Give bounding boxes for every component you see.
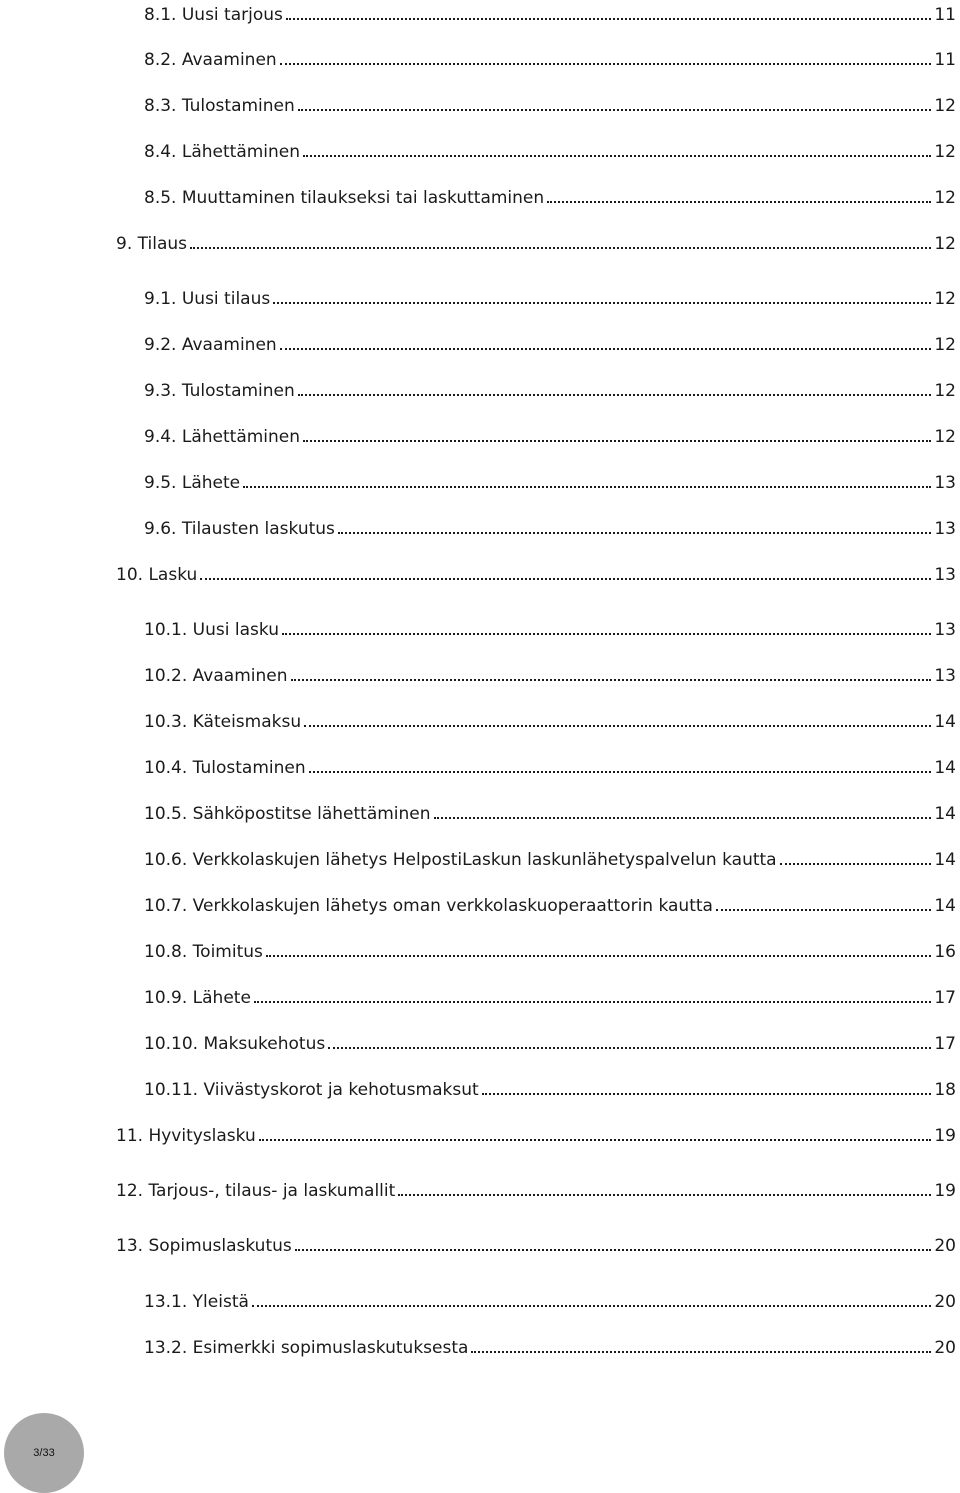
dot-leader — [338, 532, 931, 534]
toc-entry-label: Käteismaksu — [192, 712, 302, 732]
toc-entry-10-2[interactable] — [144, 660, 956, 686]
dot-leader — [252, 1305, 931, 1307]
dot-leader — [243, 486, 931, 488]
toc-entry-number: 10.5. — [144, 804, 188, 824]
toc-entry-9-3[interactable] — [144, 375, 956, 401]
toc-entry-page: 13 — [934, 519, 956, 539]
toc-entry-page: 14 — [934, 712, 956, 732]
toc-entry-page: 13 — [934, 620, 956, 640]
toc-entry-number: 8.5. — [144, 188, 177, 208]
toc-entry-number: 10.2. — [144, 666, 188, 686]
toc-entry-label: Tarjous-, tilaus- ja laskumallit — [148, 1181, 396, 1201]
dot-leader — [298, 394, 932, 396]
toc-entry-number: 9.2. — [144, 335, 177, 355]
dot-leader — [286, 18, 931, 20]
toc-entry-12[interactable] — [116, 1175, 956, 1201]
toc-entry-title — [116, 565, 197, 585]
toc-entry-9-2[interactable] — [144, 329, 956, 355]
toc-entry-page: 13 — [934, 666, 956, 686]
toc-entry-13-2[interactable] — [144, 1332, 956, 1358]
toc-entry-title — [144, 666, 288, 686]
toc-entry-page: 11 — [934, 5, 956, 25]
toc-entry-page: 14 — [934, 850, 956, 870]
toc-entry-13[interactable] — [116, 1230, 956, 1256]
toc-entry-label: Esimerkki sopimuslaskutuksesta — [192, 1338, 469, 1358]
toc-entry-title — [144, 620, 279, 640]
toc-entry-label: Lähete — [181, 473, 241, 493]
toc-entry-page: 14 — [934, 758, 956, 778]
toc-entry-number: 10.4. — [144, 758, 188, 778]
dot-leader — [303, 440, 931, 442]
toc-entry-title — [144, 1338, 468, 1358]
dot-leader — [254, 1001, 931, 1003]
toc-entry-label: Avaaminen — [192, 666, 288, 686]
toc-entry-number: 12. — [116, 1181, 144, 1201]
toc-entry-page: 12 — [934, 335, 956, 355]
toc-entry-page: 19 — [934, 1181, 956, 1201]
toc-entry-label: Yleistä — [192, 1292, 249, 1312]
toc-entry-title — [144, 758, 306, 778]
dot-leader — [471, 1351, 931, 1353]
toc-entry-10-4[interactable] — [144, 752, 956, 778]
toc-entry-page: 12 — [934, 142, 956, 162]
toc-entry-label: Lähettäminen — [181, 142, 301, 162]
toc-entry-label: Maksukehotus — [203, 1034, 326, 1054]
dot-leader — [398, 1194, 931, 1196]
toc-entry-label: Muuttaminen tilaukseksi tai laskuttaminen — [181, 188, 545, 208]
dot-leader — [434, 817, 932, 819]
toc-entry-number: 10.8. — [144, 942, 188, 962]
toc-entry-page: 14 — [934, 804, 956, 824]
dot-leader — [482, 1093, 932, 1095]
toc-entry-10-8[interactable] — [144, 936, 956, 962]
dot-leader — [280, 348, 932, 350]
toc-entry-8-5[interactable] — [144, 182, 956, 208]
toc-entry-label: Tulostaminen — [181, 96, 295, 116]
dot-leader — [303, 155, 931, 157]
toc-entry-label: Sähköpostitse lähettäminen — [192, 804, 431, 824]
toc-entry-8-4[interactable] — [144, 136, 956, 162]
toc-entry-number: 9.1. — [144, 289, 177, 309]
toc-entry-number: 9. — [116, 234, 133, 254]
toc-entry-title — [144, 804, 431, 824]
dot-leader — [282, 633, 931, 635]
toc-entry-number: 11. — [116, 1126, 144, 1146]
dot-leader — [280, 63, 932, 65]
toc-entry-title — [144, 473, 240, 493]
toc-entry-number: 13. — [116, 1236, 144, 1256]
toc-entry-10-1[interactable] — [144, 614, 956, 640]
toc-entry-label: Avaaminen — [181, 50, 277, 70]
toc-entry-page: 12 — [934, 188, 956, 208]
toc-entry-title — [116, 234, 187, 254]
toc-entry-number: 8.1. — [144, 5, 177, 25]
toc-entry-title — [144, 335, 277, 355]
toc-entry-title — [144, 188, 544, 208]
dot-leader — [716, 909, 931, 911]
toc-entry-page: 11 — [934, 50, 956, 70]
toc-entry-page: 18 — [934, 1080, 956, 1100]
dot-leader — [304, 725, 931, 727]
toc-entry-page: 16 — [934, 942, 956, 962]
page-number-badge — [4, 1413, 84, 1493]
toc-entry-10-3[interactable] — [144, 706, 956, 732]
toc-entry-page: 17 — [934, 988, 956, 1008]
toc-entry-page: 12 — [934, 234, 956, 254]
toc-entry-label: Verkkolaskujen lähetys oman verkkolaskuoperaattorin kautta — [192, 896, 713, 916]
toc-entry-title — [144, 1080, 479, 1100]
toc-entry-9-5[interactable] — [144, 467, 956, 493]
toc-entry-label: Tulostaminen — [181, 381, 295, 401]
dot-leader — [295, 1249, 932, 1251]
toc-entry-title — [144, 519, 335, 539]
toc-entry-number: 10.1. — [144, 620, 188, 640]
page-number-text: 3/33 — [33, 1447, 55, 1459]
toc-entry-number: 10.6. — [144, 850, 188, 870]
toc-entry-title — [116, 1236, 292, 1256]
toc-entry-number: 10.10. — [144, 1034, 199, 1054]
toc-entry-label: Lähettäminen — [181, 427, 301, 447]
dot-leader — [780, 863, 932, 865]
toc-entry-label: Viivästyskorot ja kehotusmaksut — [203, 1080, 479, 1100]
toc-entry-page: 13 — [934, 565, 956, 585]
toc-entry-title — [144, 942, 263, 962]
toc-entry-title — [144, 850, 777, 870]
toc-entry-number: 8.2. — [144, 50, 177, 70]
dot-leader — [291, 679, 932, 681]
toc-entry-page: 17 — [934, 1034, 956, 1054]
dot-leader — [298, 109, 932, 111]
toc-entry-label: Verkkolaskujen lähetys HelpostiLaskun laskunlähetyspalvelun kautta — [192, 850, 777, 870]
toc-entry-title — [144, 1034, 325, 1054]
toc-entry-13-1[interactable] — [144, 1286, 956, 1312]
toc-entry-label: Tulostaminen — [192, 758, 306, 778]
dot-leader — [328, 1047, 931, 1049]
toc-entry-number: 10. — [116, 565, 144, 585]
toc-entry-10[interactable] — [116, 559, 956, 585]
toc-entry-page: 12 — [934, 381, 956, 401]
toc-entry-number: 10.3. — [144, 712, 188, 732]
toc-entry-10-7[interactable] — [144, 890, 956, 916]
dot-leader — [190, 247, 931, 249]
toc-entry-number: 8.3. — [144, 96, 177, 116]
toc-entry-page: 20 — [934, 1338, 956, 1358]
dot-leader — [309, 771, 932, 773]
toc-entry-label: Tilausten laskutus — [181, 519, 335, 539]
toc-entry-page: 19 — [934, 1126, 956, 1146]
toc-entry-label: Lähete — [192, 988, 251, 1008]
toc-entry-9-6[interactable] — [144, 513, 956, 539]
toc-entry-title — [144, 988, 251, 1008]
toc-entry-10-5[interactable] — [144, 798, 956, 824]
toc-entry-8-1[interactable] — [144, 0, 956, 25]
toc-entry-number: 9.3. — [144, 381, 177, 401]
toc-entry-8-3[interactable] — [144, 90, 956, 116]
toc-entry-title — [144, 96, 295, 116]
toc-entry-number: 13.1. — [144, 1292, 188, 1312]
dot-leader — [259, 1139, 932, 1141]
toc-entry-label: Uusi tarjous — [181, 5, 283, 25]
toc-entry-10-9[interactable] — [144, 982, 956, 1008]
toc-entry-9-4[interactable] — [144, 421, 956, 447]
toc-entry-page: 12 — [934, 289, 956, 309]
dot-leader — [200, 578, 931, 580]
toc-entry-label: Sopimuslaskutus — [148, 1236, 292, 1256]
toc-entry-title — [144, 1292, 249, 1312]
toc-entry-title — [144, 712, 301, 732]
toc-entry-number: 9.4. — [144, 427, 177, 447]
toc-entry-10-11[interactable] — [144, 1074, 956, 1100]
toc-entry-8-2[interactable] — [144, 44, 956, 70]
toc-entry-title — [144, 142, 300, 162]
toc-entry-title — [144, 5, 283, 25]
toc-entry-number: 10.7. — [144, 896, 188, 916]
toc-entry-title — [144, 427, 300, 447]
toc-entry-10-10[interactable] — [144, 1028, 956, 1054]
toc-entry-page: 20 — [934, 1236, 956, 1256]
dot-leader — [266, 955, 931, 957]
toc-entry-label: Hyvityslasku — [148, 1126, 256, 1146]
toc-entry-page: 12 — [934, 427, 956, 447]
toc-entry-page: 12 — [934, 96, 956, 116]
toc-entry-page: 13 — [934, 473, 956, 493]
toc-entry-title — [116, 1126, 256, 1146]
toc-entry-title — [116, 1181, 395, 1201]
toc-entry-9-1[interactable] — [144, 283, 956, 309]
toc-entry-number: 9.5. — [144, 473, 177, 493]
toc-entry-number: 8.4. — [144, 142, 177, 162]
toc-entry-page: 14 — [934, 896, 956, 916]
toc-entry-label: Tilaus — [137, 234, 187, 254]
toc-entry-label: Avaaminen — [181, 335, 277, 355]
toc-entry-number: 9.6. — [144, 519, 177, 539]
toc-entry-11[interactable] — [116, 1120, 956, 1146]
toc-entry-number: 13.2. — [144, 1338, 188, 1358]
toc-entry-label: Toimitus — [192, 942, 263, 962]
toc-entry-title — [144, 381, 295, 401]
toc-entry-title — [144, 289, 270, 309]
toc-entry-9[interactable] — [116, 228, 956, 254]
toc-entry-10-6[interactable] — [144, 844, 956, 870]
toc-entry-label: Uusi tilaus — [181, 289, 271, 309]
toc-entry-number: 10.11. — [144, 1080, 199, 1100]
toc-entry-page: 20 — [934, 1292, 956, 1312]
toc-entry-label: Lasku — [148, 565, 198, 585]
dot-leader — [273, 302, 931, 304]
toc-entry-title — [144, 50, 277, 70]
toc-entry-number: 10.9. — [144, 988, 188, 1008]
dot-leader — [547, 201, 931, 203]
toc-entry-label: Uusi lasku — [192, 620, 279, 640]
toc-entry-title — [144, 896, 713, 916]
